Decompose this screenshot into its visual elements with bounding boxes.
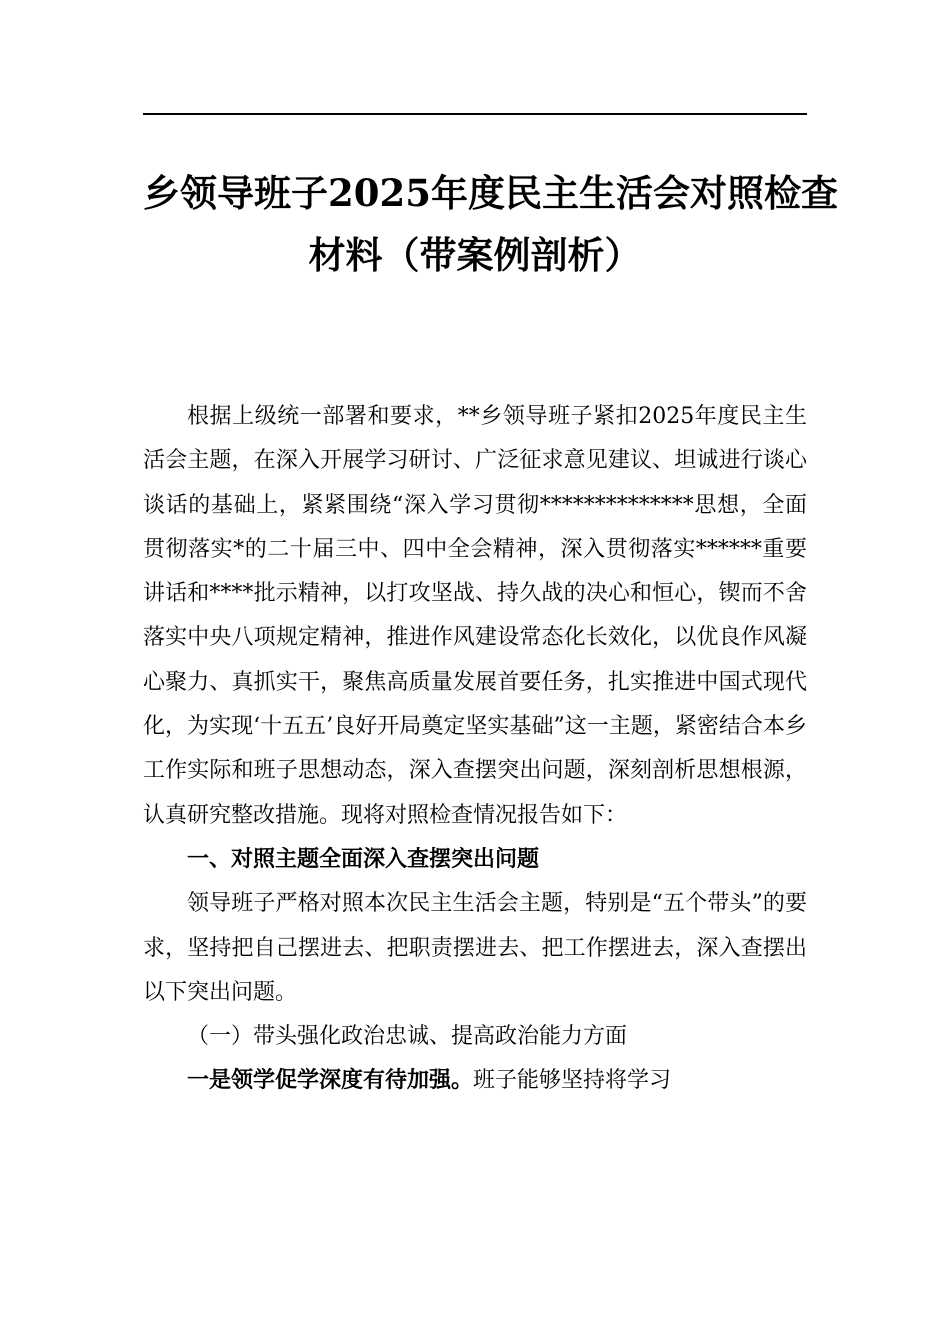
section-heading-1: 一、对照主题全面深入查摆突出问题 [187, 846, 540, 872]
section-paragraph-1: 领导班子严格对照本次民主生活会主题，特别是“五个带头”的要求，坚持把自己摆进去、把职责摆进去、把工作摆进去，深入查摆出以下突出问题。 [143, 891, 807, 1005]
point-text: 班子能够坚持将学习 [473, 1068, 672, 1094]
subsection-heading-1: （一）带头强化政治忠诚、提高政治能力方面 [187, 1024, 628, 1050]
intro-paragraph: 根据上级统一部署和要求，**乡领导班子紧扣2025年度民主生活会主题，在深入开展学习研讨、广泛征求意见建议、坦诚进行谈心谈话的基础上，紧紧围绕“深入学习贯彻**************思想，全面贯彻落实*的二十届三中、四中全会精神，深入贯彻落实******重要讲话和****批示精神，以打攻坚战、持久战的决心和恒心，锲而不舍落实中央八项规定精神，推进作风建设常态化长效化，以优良作风凝心聚力、真抓实干，聚焦高质量发展首要任务，扎实推进中国式现代化，为实现‘十五五’良好开局奠定坚实基础”这一主题，紧密结合本乡工作实际和班子思想动态，深入查摆突出问题，深刻剖析思想根源，认真研究整改措施。现将对照检查情况报告如下： [143, 404, 807, 828]
document-title [143, 162, 838, 286]
header-rule [143, 113, 807, 115]
title-line-2: 材料（带案例剖析） [308, 233, 642, 277]
title-line-1: 乡领导班子2025年度民主生活会对照检查 [143, 171, 838, 215]
document-body [143, 395, 807, 1104]
point-paragraph-1 [143, 1059, 807, 1103]
point-lead: 一是领学促学深度有待加强。 [187, 1068, 474, 1094]
